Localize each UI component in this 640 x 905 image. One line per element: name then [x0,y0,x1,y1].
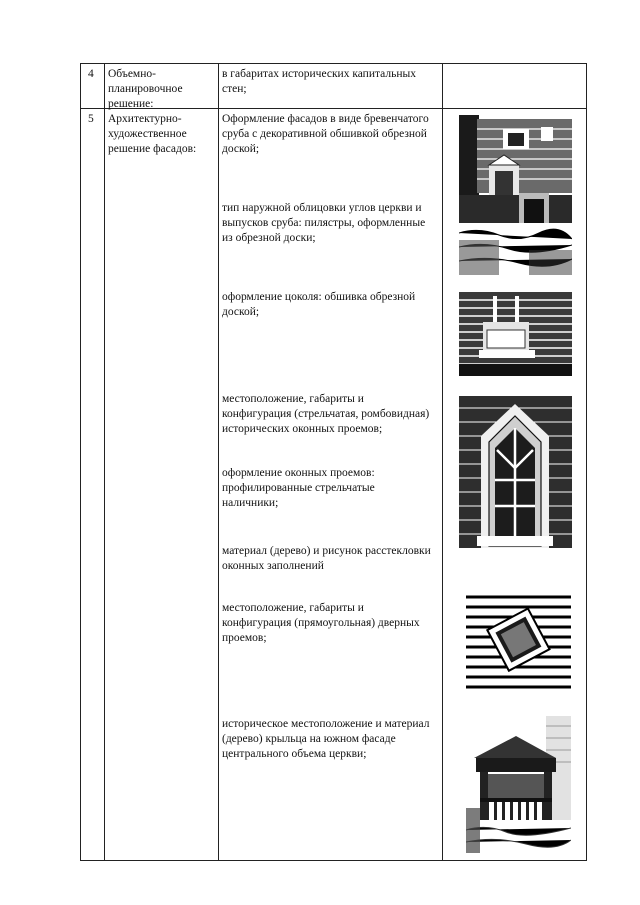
row-description: в габаритах исторических капитальных стен; [222,68,416,95]
row-name: Архитектурно- художественное решение фасадов: [108,113,197,155]
facade-item: историческое местоположение и материал (дерево) крыльца на южном фасаде центрального объема церкви; [222,718,430,760]
facade-photo [459,115,572,275]
door-photo [466,591,571,691]
col-border-left [80,63,81,861]
col-border-1 [104,63,105,861]
facade-item: местоположение, габариты и конфигурация (стрельчатая, ромбовидная) исторических оконных проемов; [222,393,430,435]
row-number: 4 [88,68,94,80]
facade-item: оформление цоколя: обшивка обрезной доской; [222,291,416,318]
table-bottom-border [80,860,587,861]
table-top-border [80,63,587,64]
col-border-3 [442,63,443,861]
facade-item: местоположение, габариты и конфигурация (прямоугольная) дверных проемов; [222,602,420,644]
col-border-2 [218,63,219,861]
facade-item: оформление оконных проемов: профилированные стрельчатые наличники; [222,467,375,509]
row-number: 5 [88,113,94,125]
porch-photo [466,716,571,853]
facade-item: Оформление фасадов в виде бревенчатого сруба с декоративной обшивкой обрезной доской; [222,113,429,155]
facade-item: тип наружной облицовки углов церкви и выпусков сруба: пилястры, оформленные из обрезной доски; [222,202,426,244]
row-name: Объемно- планировочное решение: [108,68,183,110]
window-photo [459,396,572,548]
plinth-photo [459,292,572,376]
facade-item: материал (дерево) и рисунок расстекловки оконных заполнений [222,545,431,572]
col-border-right [586,63,587,861]
